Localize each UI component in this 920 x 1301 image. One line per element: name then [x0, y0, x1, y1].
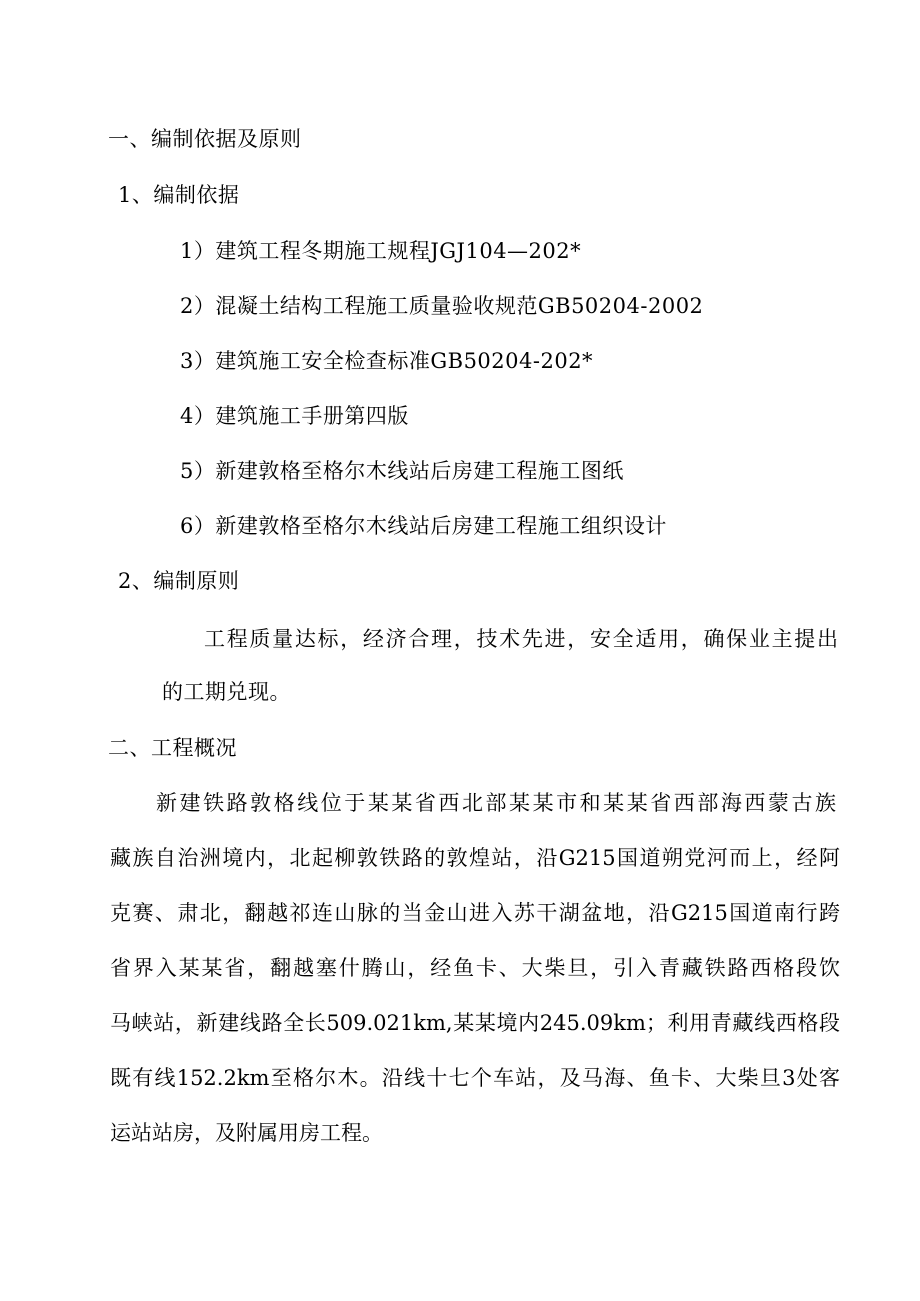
section-2-heading: 二、工程概况	[108, 736, 237, 760]
overview-line-4: 省界入某某省，翻越塞什腾山，经鱼卡、大柴旦，引入青藏铁路西格段饮	[110, 956, 840, 980]
overview-line-7: 运站站房，及附属用房工程。	[110, 1121, 383, 1145]
subsection-basis-heading: 1、编制依据	[118, 183, 240, 207]
overview-line-6: 既有线152.2km至格尔木。沿线十七个车站，及马海、鱼卡、大柴旦3处客	[110, 1066, 840, 1090]
basis-item-6: 6）新建敦格至格尔木线站后房建工程施工组织设计	[180, 514, 667, 538]
principle-line-1: 工程质量达标，经济合理，技术先进，安全适用，确保业主提出	[204, 627, 838, 651]
basis-item-5: 5）新建敦格至格尔木线站后房建工程施工图纸	[180, 459, 624, 483]
basis-item-1: 1）建筑工程冬期施工规程JGJ104—202*	[180, 239, 582, 263]
overview-line-2: 藏族自治洲境内，北起柳敦铁路的敦煌站，沿G215国道朔党河而上，经阿	[110, 846, 840, 870]
overview-line-1: 新建铁路敦格线位于某某省西北部某某市和某某省西部海西蒙古族	[156, 791, 836, 815]
basis-item-4: 4）建筑施工手册第四版	[180, 404, 409, 428]
section-1-heading: 一、编制依据及原则	[108, 127, 302, 151]
basis-item-3: 3）建筑施工安全检查标准GB50204-202*	[180, 349, 594, 373]
overview-line-3: 克赛、肃北，翻越祁连山脉的当金山进入苏干湖盆地，沿G215国道南行跨	[110, 901, 840, 925]
overview-line-5: 马峡站，新建线路全长509.021km,某某境内245.09km；利用青藏线西格段	[110, 1011, 840, 1035]
basis-item-2: 2）混凝土结构工程施工质量验收规范GB50204-2002	[180, 294, 704, 318]
principle-line-2: 的工期兑现。	[162, 680, 291, 704]
subsection-principle-heading: 2、编制原则	[118, 569, 240, 593]
